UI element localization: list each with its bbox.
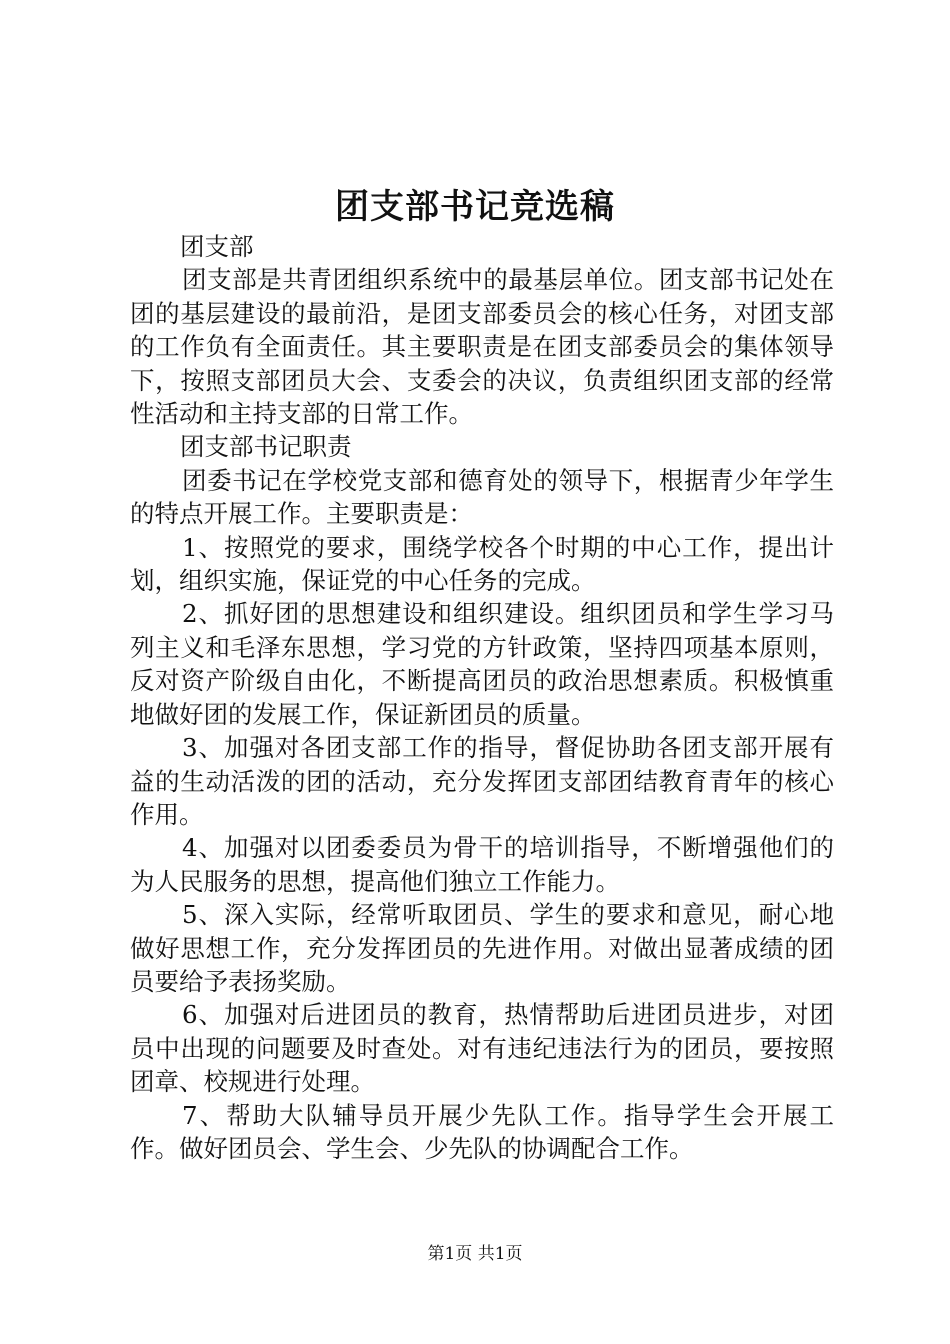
list-item: 6、加强对后进团员的教育，热情帮助后进团员进步，对团员中出现的问题要及时查处。对有违纪违法行为的团员，要按照团章、校规进行处理。 (130, 1000, 834, 1097)
list-item: 7、帮助大队辅导员开展少先队工作。指导学生会开展工作。做好团员会、学生会、少先队的协调配合工作。 (130, 1100, 834, 1163)
section-heading: 团支部书记职责 (180, 432, 352, 462)
list-item: 1、按照党的要求，围绕学校各个时期的中心工作，提出计划，组织实施，保证党的中心任务的完成。 (130, 532, 834, 596)
document-body (130, 230, 834, 1165)
section-heading: 团支部 (180, 232, 254, 261)
paragraph: 团委书记在学校党支部和德育处的领导下，根据青少年学生的特点开展工作。主要职责是： (130, 465, 834, 529)
list-item: 2、抓好团的思想建设和组织建设。组织团员和学生学习马列主义和毛泽东思想，学习党的方针政策，坚持四项基本原则，反对资产阶级自由化，不断提高团员的政治思想素质。积极慎重地做好团的发展工作，保证新团员的质量。 (130, 599, 834, 729)
list-item: 3、加强对各团支部工作的指导，督促协助各团支部开展有益的生动活泼的团的活动，充分发挥团支部团结教育青年的核心作用。 (130, 733, 834, 829)
paragraph: 团支部是共青团组织系统中的最基层单位。团支部书记处在团的基层建设的最前沿，是团支部委员会的核心任务，对团支部的工作负有全面责任。其主要职责是在团支部委员会的集体领导下，按照支部团员大会、支委会的决议，负责组织团支部的经常性活动和主持支部的日常工作。 (130, 265, 834, 429)
document-title: 团支部书记竞选稿 (335, 187, 615, 227)
page-footer: 第1页 共1页 (427, 1244, 523, 1264)
list-item: 5、深入实际，经常听取团员、学生的要求和意见，耐心地做好思想工作，充分发挥团员的先进作用。对做出显著成绩的团员要给予表扬奖励。 (130, 900, 834, 996)
list-item: 4、加强对以团委委员为骨干的培训指导，不断增强他们的为人民服务的思想，提高他们独立工作能力。 (130, 833, 834, 896)
